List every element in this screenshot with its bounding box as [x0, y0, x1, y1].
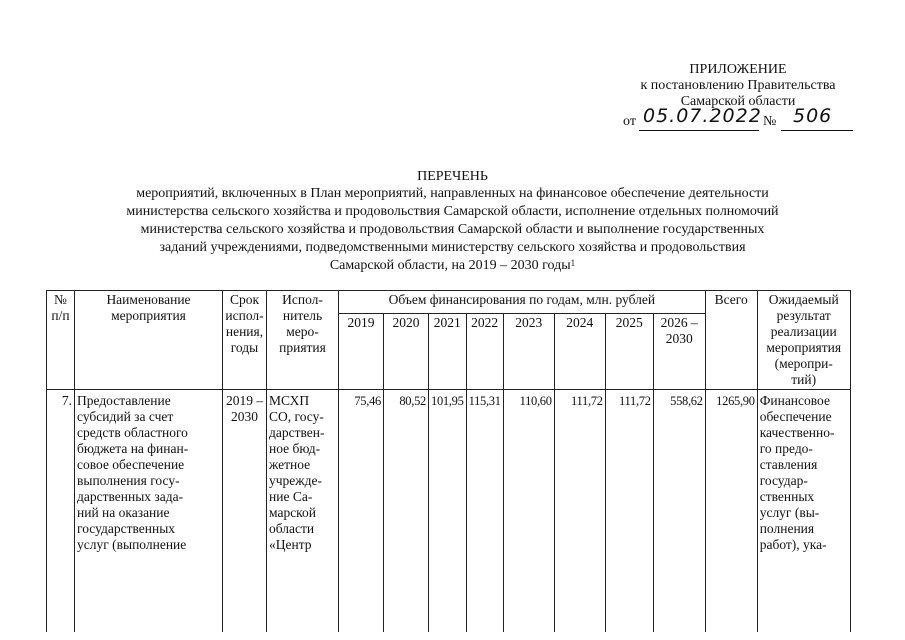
- appendix-line-3: Самарской области: [680, 94, 796, 109]
- header-num: № п/п: [47, 291, 75, 390]
- footnote-mark: 1: [570, 258, 576, 268]
- appendix-line-2: к постановлению Правительства: [640, 78, 836, 93]
- header-result: Ожидаемый результат реализации мероприятия (меропри- тий): [757, 291, 850, 390]
- row-value-2021: 101,95: [429, 390, 467, 633]
- subtitle-line: заданий учреждениями, подведомственными министерству сельского хозяйства и продовольствия: [159, 240, 746, 255]
- header-year: 2023: [503, 314, 554, 390]
- row-name: Предоставление субсидий за счет средств областного бюджета на финан- совое обеспечение выполнения госу- дарственных зада- ний на оказание государственных услуг (выполнение: [75, 390, 223, 633]
- subtitle-last-line: Самарской области, на 2019 – 2030 годы: [329, 258, 571, 273]
- row-value-2022: 115,31: [466, 390, 503, 633]
- header-name: Наименование мероприятия: [75, 291, 223, 390]
- row-value-2024: 111,72: [554, 390, 605, 633]
- appendix-title: ПРИЛОЖЕНИЕ: [689, 62, 787, 77]
- events-table: [46, 290, 851, 632]
- header-year: 2020: [384, 314, 429, 390]
- header-year: 2024: [554, 314, 605, 390]
- number-handwritten: 506: [793, 105, 833, 127]
- table-row: [47, 390, 851, 633]
- header-total: Всего: [705, 291, 757, 390]
- date-underline: [639, 130, 759, 131]
- header-term: Срок испол- нения, годы: [223, 291, 267, 390]
- row-result: Финансовое обеспечение качественно- го предо- ставления государ- ственных услуг (вы- полнения работ), ука-: [757, 390, 850, 633]
- row-value-2025: 111,72: [605, 390, 653, 633]
- header-executor: Испол- нитель меро- приятия: [267, 291, 339, 390]
- date-handwritten: 05.07.2022: [643, 105, 762, 127]
- row-value-2020: 80,52: [384, 390, 429, 633]
- subtitle-line: министерства сельского хозяйства и продовольствия Самарской области, исполнение отдельных полномочий: [126, 204, 779, 219]
- document-subtitle: [0, 185, 905, 275]
- header-year: 2025: [605, 314, 653, 390]
- appendix-block: [623, 62, 853, 132]
- row-num: 7.: [47, 390, 75, 633]
- document-title: ПЕРЕЧЕНЬ: [417, 169, 488, 184]
- header-row-1: [47, 291, 851, 314]
- header-year-range: 2026 – 2030: [653, 314, 705, 390]
- header-year: 2021: [429, 314, 467, 390]
- header-year: 2019: [339, 314, 384, 390]
- row-executor: МСХП СО, госу- дарствен- ное бюд- жетное учрежде- ние Са- марской области «Центр: [267, 390, 339, 633]
- subtitle-line: мероприятий, включенных в План мероприятий, направленных на финансовое обеспечение деятельности: [136, 186, 769, 201]
- row-term: 2019 – 2030: [223, 390, 267, 633]
- row-total: 1265,90: [705, 390, 757, 633]
- row-value-2019: 75,46: [339, 390, 384, 633]
- date-label: от: [623, 114, 636, 129]
- header-funding-group: Объем финансирования по годам, млн. рублей: [339, 291, 706, 314]
- row-value-2023: 110,60: [503, 390, 554, 633]
- row-value-2026-2030: 558,62: [653, 390, 705, 633]
- number-underline: [781, 130, 853, 131]
- number-label: №: [763, 114, 777, 129]
- subtitle-line: [0, 257, 905, 275]
- date-number-line: [623, 105, 853, 132]
- subtitle-line: министерства сельского хозяйства и продовольствия Самарской области и выполнение государственных: [140, 222, 765, 237]
- header-year: 2022: [466, 314, 503, 390]
